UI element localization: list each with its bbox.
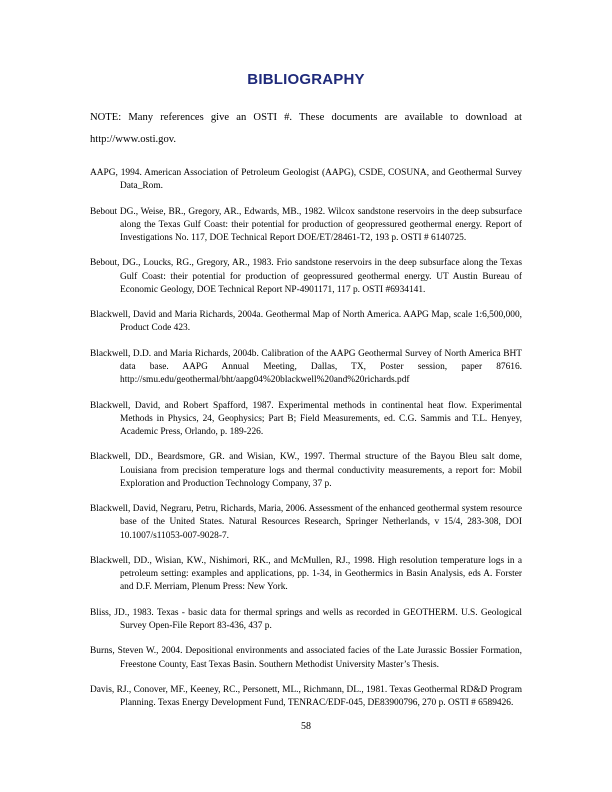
note-paragraph: NOTE: Many references give an OSTI #. These documents are available to download at http://www.osti.gov. (90, 112, 522, 145)
reference-entry: Blackwell, David, and Robert Spafford, 1987. Experimental methods in continental heat flow. Experimental Methods in Physics, 24, Geophysics; Part B; Field Measurements, ed. C.G. Sammis and T.L. Henyey, Academic Press, Orlando, p. 189-226. (90, 400, 522, 437)
page-number: 58 (301, 721, 311, 732)
reference-entry: Blackwell, David, Negraru, Petru, Richards, Maria, 2006. Assessment of the enhanced geothermal system resource base of the United States. Natural Resources Research, Springer Netherlands, v 15/4, 283-308, DOI 10.1007/s11053-007-9028-7. (90, 504, 522, 541)
reference-entry: Burns, Steven W., 2004. Depositional environments and associated facies of the Late Jurassic Bossier Formation, Freestone County, East Texas Basin. Southern Methodist University Master’s Thesis. (90, 646, 522, 670)
reference-entry: Blackwell, DD., Beardsmore, GR. and Wisian, KW., 1997. Thermal structure of the Bayou Bleu salt dome, Louisiana from precision temperature logs and thermal conductivity measurements, a report for: Mobil Exploration and Production Technology Company, 37 p. (90, 452, 522, 489)
reference-entry: Blackwell, DD., Wisian, KW., Nishimori, RK., and McMullen, RJ., 1998. High resolution temperature logs in a petroleum setting: examples and applications, pp. 1-34, in Geothermics in Basin Analysis, eds A. Forster and D.F. Merriam, Plenum Press: New York. (90, 555, 522, 593)
reference-entry: Davis, RJ., Conover, MF., Keeney, RC., Personett, ML., Richmann, DL., 1981. Texas Geothermal RD&D Program Planning. Texas Energy Development Fund, TENRAC/EDF-045, DE83900796, 270 p. OSTI # 6589426. (90, 684, 522, 709)
page-title: BIBLIOGRAPHY (247, 71, 365, 88)
reference-entry: Blackwell, David and Maria Richards, 2004a. Geothermal Map of North America. AAPG Map, scale 1:6,500,000, Product Code 423. (90, 310, 522, 334)
reference-entry: Bliss, JD., 1983. Texas - basic data for thermal springs and wells as recorded in GEOTHERM. U.S. Geological Survey Open-File Report 83-436, 437 p. (90, 607, 522, 631)
reference-entry: Bebout DG., Weise, BR., Gregory, AR., Edwards, MB., 1982. Wilcox sandstone reservoirs in the deep subsurface along the Texas Gulf Coast: their potential for production of geopressured geothermal energy. Report of Investigations No. 117, DOE Technical Report DOE/ET/28461-T2, 193 p. OSTI # 6140725. (90, 206, 522, 243)
reference-list (90, 167, 522, 723)
reference-entry: AAPG, 1994. American Association of Petroleum Geologist (AAPG), CSDE, COSUNA, and Geothermal Survey Data_Rom. (90, 168, 522, 192)
reference-entry: Bebout, DG., Loucks, RG., Gregory, AR., 1983. Frio sandstone reservoirs in the deep subsurface along the Texas Gulf Coast: their potential for production of geopressured geothermal energy. UT Austin Bureau of Economic Geology, DOE Technical Report NP-4901171, 117 p. OSTI #6934141. (90, 258, 522, 295)
reference-entry: Blackwell, D.D. and Maria Richards, 2004b. Calibration of the AAPG Geothermal Survey of North America BHT data base. AAPG Annual Meeting, Dallas, TX, Poster session, paper 87616. http://smu.edu/geothermal/bht/aapg04%20blackwell%20and%20richards.pdf (90, 348, 522, 386)
